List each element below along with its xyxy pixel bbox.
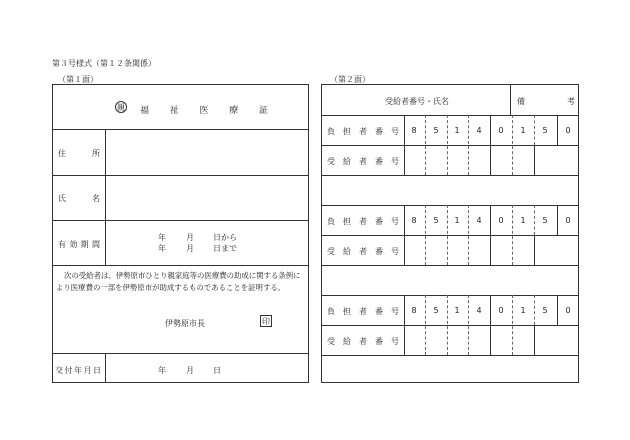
name-label: 氏 名 [58,194,100,203]
address-label: 住 所 [58,149,100,158]
statement-line-2: より医療費の一部を伊勢原市が助成するものであることを証明する。 [56,283,286,292]
recipient-header: 受給者番号・氏名 [385,97,449,106]
form-title: 第３号様式（第１２条関係） [52,59,156,68]
recipient-number-label: 受 給 者 番 号 [327,337,399,346]
remarks-header: 備 考 [517,97,575,106]
side1-label: （第１面） [58,75,98,84]
official-stamp-icon: 印 [262,317,270,326]
recipient-number-label: 受 給 者 番 号 [327,247,399,256]
side2-label: （第２面） [330,75,370,84]
payer-number-label: 負 担 者 番 号 [327,127,399,136]
payer-number-label: 負 担 者 番 号 [327,307,399,316]
validity-label: 有 効 期 間 [58,240,100,249]
statement-line-1: 次の受給者は、伊勢原市ひとり親家庭等の医療費の助成に関する条例に [64,271,301,280]
parent-seal-icon: 親 [117,103,125,112]
recipient-number-label: 受 給 者 番 号 [327,157,399,166]
payer-number-label: 負 担 者 番 号 [327,217,399,226]
issue-date-label: 交 付 年 月 日 [55,366,101,375]
card-title: 福 祉 医 療 証 [140,106,268,116]
mayor-name: 伊勢原市長 [165,319,205,328]
